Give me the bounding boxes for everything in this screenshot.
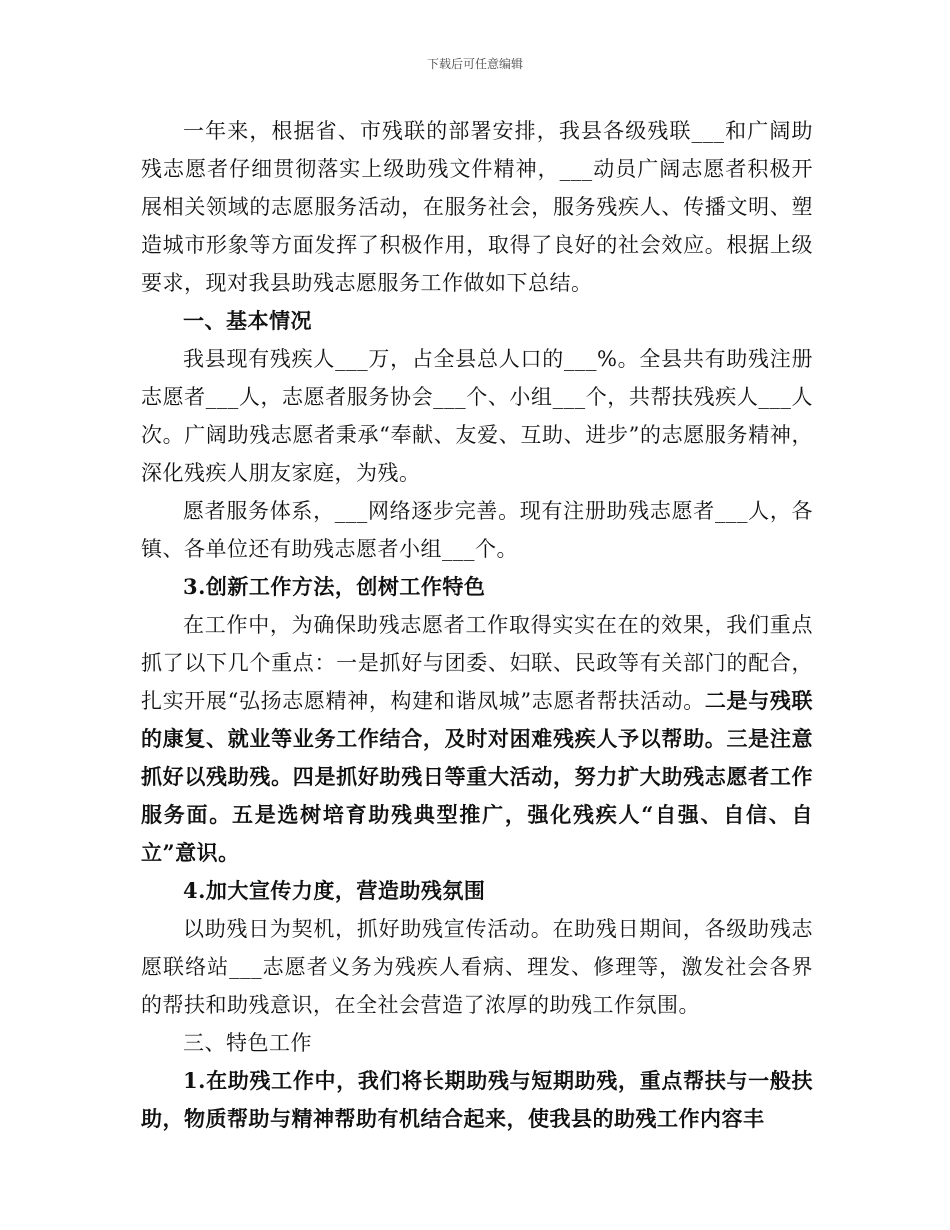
innovation-paragraph-normal-text: 在工作中，为确保助残志愿者工作取得实实在在的效果，我们重点抓了以下几个重点：一是抓好与团委、妇联、民政等有关部门的配合，扎实开展“弘扬志愿精神，构建和谐凤城”志愿者帮扶活动。 (141, 613, 813, 713)
document-body (141, 112, 813, 1138)
volunteer-system-paragraph: 愿者服务体系，___网络逐步完善。现有注册助残志愿者___人，各镇、各单位还有助残志愿者小组___个。 (141, 499, 813, 561)
subsection-heading-publicity: 4.加大宣传力度，营造助残氛围 (183, 878, 486, 903)
innovation-paragraph-bold-text: 二是与残联的康复、就业等业务工作结合，及时对困难残疾人予以帮助。三是注意抓好以残助残。四是抓好助残日等重大活动，努力扩大助残志愿者工作服务面。五是选树培育助残典型推广，强化残疾人“自强、自信、自立”意识。 (141, 688, 813, 865)
section-heading-featured-work: 三、特色工作 (183, 1031, 312, 1055)
subsection-heading-innovation: 3.创新工作方法，创树工作特色 (183, 574, 486, 599)
intro-paragraph: 一年来，根据省、市残联的部署安排，我县各级残联___和广阔助残志愿者仔细贯彻落实上级助残文件精神，___动员广阔志愿者积极开展相关领域的志愿服务活动，在服务社会，服务残疾人、传播文明、塑造城市形象等方面发挥了积极作用，取得了良好的社会效应。根据上级要求，现对我县助残志愿服务工作做如下总结。 (141, 119, 813, 295)
featured-work-paragraph: 1.在助残工作中，我们将长期助残与短期助残，重点帮扶与一般扶助，物质帮助与精神帮助有机结合起来，使我县的助残工作内容丰 (141, 1068, 813, 1131)
innovation-paragraph (141, 606, 813, 872)
basic-situation-paragraph: 我县现有残疾人___万，占全县总人口的___%。全县共有助残注册志愿者___人，志愿者服务协会___个、小组___个，共帮扶残疾人___人次。广阔助残志愿者秉承“奉献、友爱、互助、进步”的志愿服务精神，深化残疾人朋友家庭，为残。 (141, 347, 813, 485)
publicity-paragraph: 以助残日为契机，抓好助残宣传活动。在助残日期间，各级助残志愿联络站___志愿者义务为残疾人看病、理发、修理等，激发社会各界的帮扶和助残意识，在全社会营造了浓厚的助残工作氛围。 (141, 917, 813, 1017)
section-heading-basic-situation: 一、基本情况 (183, 308, 312, 333)
page-header-note: 下载后可任意编辑 (426, 57, 523, 71)
